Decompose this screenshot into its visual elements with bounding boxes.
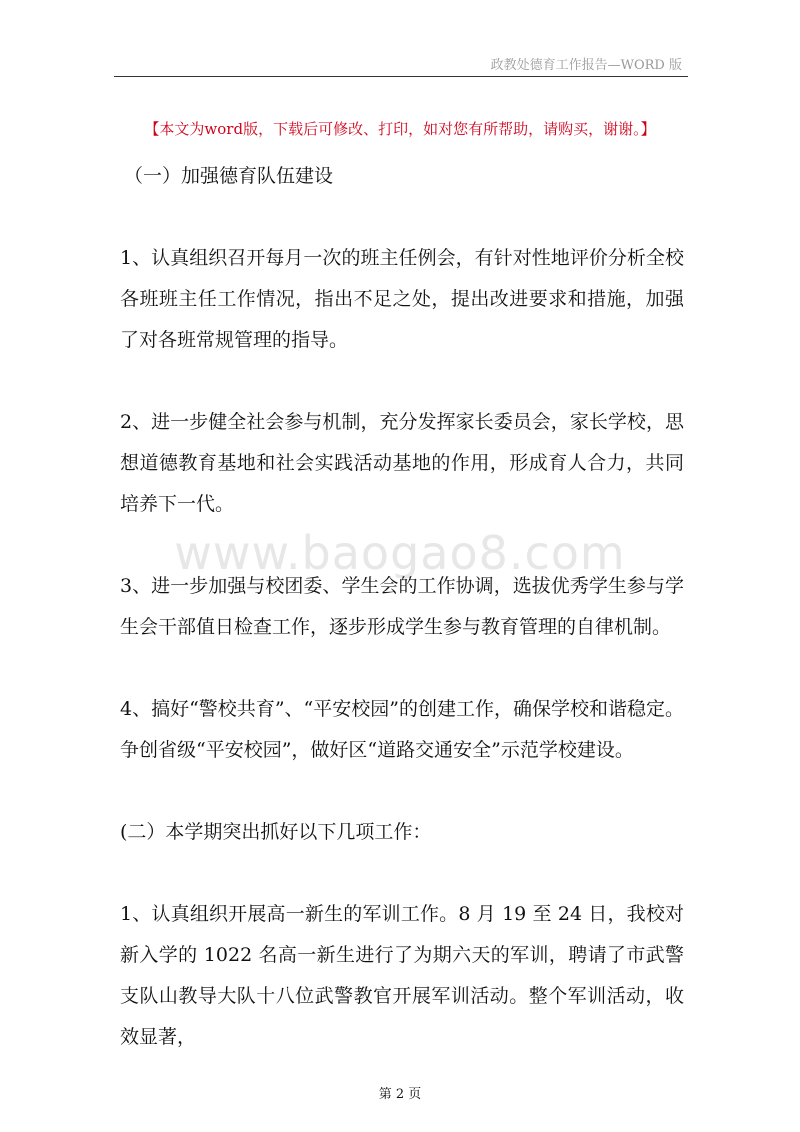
document-body bbox=[120, 156, 684, 1058]
paragraph-2: 2、进一步健全社会参与机制，充分发挥家长委员会，家长学校，思想道德教育基地和社会实践活动基地的作用，形成育人合力，共同培养下一代。 bbox=[120, 411, 684, 515]
header-title: 政教处德育工作报告—WORD 版 bbox=[490, 58, 682, 73]
watermark: www.baogao8.com bbox=[174, 526, 626, 580]
section-heading-1: （一）加强德育队伍建设 bbox=[124, 165, 334, 187]
page-number: 第 2 页 bbox=[378, 1087, 422, 1102]
section-heading-2: (二）本学期突出抓好以下几项工作： bbox=[120, 821, 432, 843]
paragraph-5: 1、认真组织开展高一新生的军训工作。8 月 19 至 24 日，我校对新入学的 1022 名高一新生进行了为期六天的军训，聘请了市武警支队山教导大队十八位武警教官开展军训活动。整个军训活动，收效显著， bbox=[120, 903, 684, 1048]
paragraph-1: 1、认真组织召开每月一次的班主任例会，有针对性地评价分析全校各班班主任工作情况，指出不足之处，提出改进要求和措施，加强了对各班常规管理的指导。 bbox=[120, 247, 684, 351]
paragraph-4: 4、搞好“警校共育”、“平安校园”的创建工作，确保学校和谐稳定。争创省级“平安校园”，做好区“道路交通安全”示范学校建设。 bbox=[120, 698, 684, 761]
purchase-notice: 【本文为word版，下载后可修改、打印，如对您有所帮助，请购买，谢谢。】 bbox=[144, 120, 656, 138]
page-header bbox=[114, 48, 688, 77]
paragraph-3: 3、进一步加强与校团委、学生会的工作协调，选拔优秀学生参与学生会干部值日检查工作，逐步形成学生参与教育管理的自律机制。 bbox=[120, 575, 684, 638]
